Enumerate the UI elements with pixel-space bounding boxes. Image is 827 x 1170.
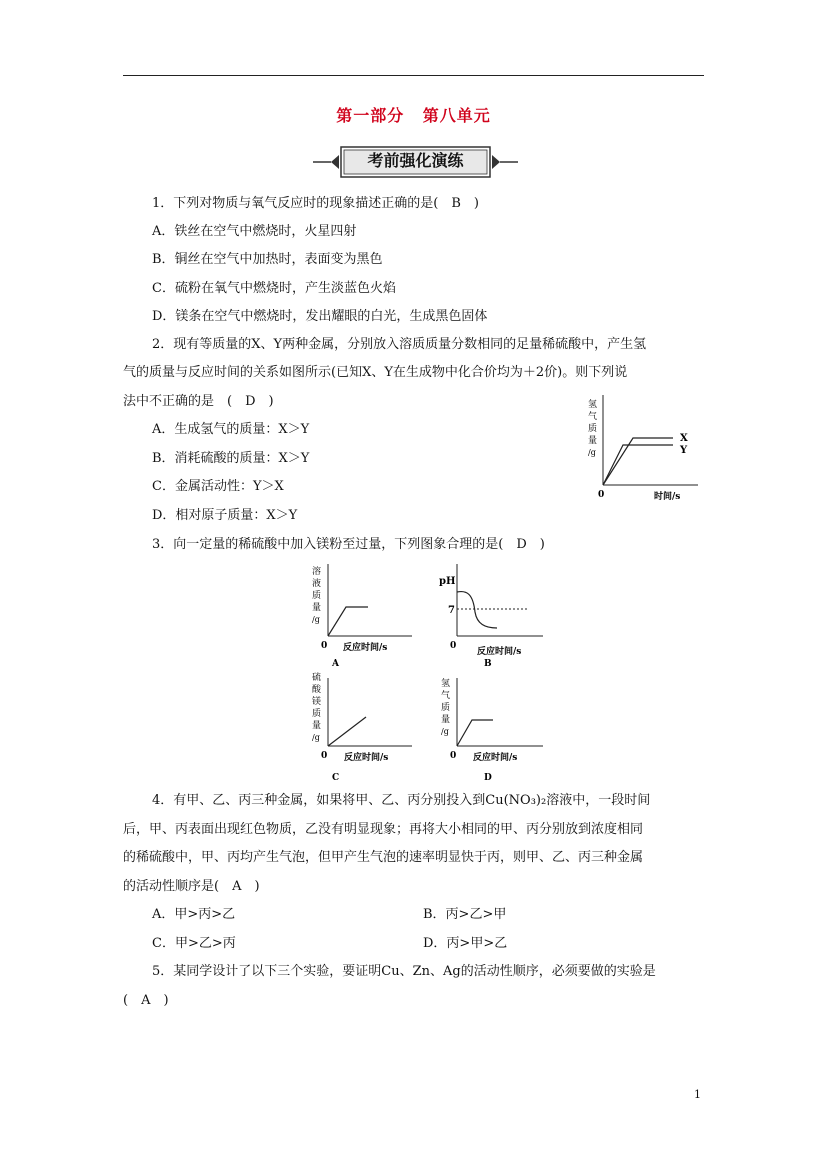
q3c-ylabel-5: 量 bbox=[312, 721, 322, 731]
q2-ylabel-5: /g bbox=[588, 448, 596, 457]
q3a-ylabel-1: 溶 bbox=[312, 567, 322, 577]
q3-graph-b bbox=[437, 560, 549, 672]
q3b-caption: B bbox=[484, 659, 492, 669]
q3a-origin: 0 bbox=[321, 641, 328, 651]
title-part1: 第一部分 bbox=[336, 106, 405, 125]
q3d-ylabel-4: 量 bbox=[441, 715, 451, 725]
q5-stem-line2: ( A ) bbox=[123, 993, 169, 1008]
q3d-origin: 0 bbox=[450, 751, 457, 761]
q2-series-x-label: X bbox=[680, 433, 688, 444]
q3b-ref-label: 7 bbox=[448, 605, 455, 616]
q3d-xlabel: 反应时间/s bbox=[473, 753, 518, 763]
q3d-ylabel-1: 氢 bbox=[441, 679, 451, 689]
q2-ylabel-1: 氢 bbox=[588, 400, 598, 410]
q2-xlabel: 时间/s bbox=[654, 492, 681, 502]
q2-ylabel-2: 气 bbox=[588, 412, 598, 422]
q2-stem-line3: 法中不正确的是 ( D ) bbox=[123, 394, 274, 409]
q3c-curve bbox=[328, 717, 366, 746]
q3c-xlabel: 反应时间/s bbox=[344, 753, 389, 763]
q3a-ylabel-4: 量 bbox=[312, 603, 322, 613]
q1-option-a: A．铁丝在空气中燃烧时，火星四射 bbox=[152, 224, 357, 239]
q3a-caption: A bbox=[332, 659, 339, 669]
q3-graph-a bbox=[310, 560, 420, 672]
q2-series-y-label: Y bbox=[680, 445, 688, 456]
q3c-ylabel-3: 镁 bbox=[312, 697, 322, 707]
q4-option-a: A．甲>丙>乙 bbox=[152, 907, 236, 922]
q2-option-b: B．消耗硫酸的质量：X＞Y bbox=[152, 451, 310, 466]
q3d-curve bbox=[457, 720, 493, 746]
q1-option-d: D．镁条在空气中燃烧时，发出耀眼的白光，生成黑色固体 bbox=[152, 309, 488, 324]
q3d-ylabel-3: 质 bbox=[441, 703, 451, 713]
q2-origin: 0 bbox=[598, 490, 605, 500]
q4-option-b: B．丙>乙>甲 bbox=[423, 907, 507, 922]
q3a-curve bbox=[328, 607, 368, 636]
q1-stem: 1．下列对物质与氧气反应时的现象描述正确的是( B ) bbox=[152, 196, 479, 211]
q2-option-d: D．相对原子质量：X＞Y bbox=[152, 508, 298, 523]
q2-stem-line2: 气的质量与反应时间的关系如图所示(已知X、Y在生成物中化合价均为＋2价)。则下列说 bbox=[123, 365, 628, 380]
q3c-origin: 0 bbox=[321, 751, 328, 761]
q2-stem-line1: 2．现有等质量的X、Y两种金属，分别放入溶质质量分数相同的足量稀硫酸中，产生氢 bbox=[152, 337, 647, 352]
q4-stem-line4: 的活动性顺序是( A ) bbox=[123, 879, 260, 894]
q3b-curve bbox=[457, 592, 497, 628]
q2-series-y-line bbox=[603, 445, 673, 485]
q3b-origin: 0 bbox=[450, 641, 457, 651]
banner-title: 考前强化演练 bbox=[367, 151, 464, 170]
q3c-ylabel-4: 质 bbox=[312, 709, 322, 719]
title-part2: 第八单元 bbox=[422, 106, 491, 125]
q2-figure bbox=[586, 393, 701, 505]
q2-ylabel-4: 量 bbox=[588, 436, 598, 446]
q3c-ylabel-1: 硫 bbox=[312, 673, 322, 683]
q2-option-a: A．生成氢气的质量：X＞Y bbox=[152, 422, 310, 437]
page-title bbox=[0, 103, 827, 126]
q3-stem: 3．向一定量的稀硫酸中加入镁粉至过量，下列图象合理的是( D ) bbox=[152, 537, 545, 552]
q3a-ylabel-3: 质 bbox=[312, 591, 322, 601]
q3a-xlabel: 反应时间/s bbox=[343, 643, 388, 653]
q1-option-b: B．铜丝在空气中加热时，表面变为黑色 bbox=[152, 252, 383, 267]
q3-graph-c bbox=[310, 670, 420, 784]
q4-stem-line3: 的稀硫酸中，甲、丙均产生气泡，但甲产生气泡的速率明显快于丙，则甲、乙、丙三种金属 bbox=[123, 850, 644, 865]
q3d-ylabel-2: 气 bbox=[441, 691, 451, 701]
q3c-caption: C bbox=[332, 773, 340, 783]
header-rule bbox=[123, 75, 704, 76]
q3d-caption: D bbox=[484, 773, 492, 783]
q4-option-c: C．甲>乙>丙 bbox=[152, 936, 236, 951]
q4-option-d: D．丙>甲>乙 bbox=[423, 936, 508, 951]
q2-option-c: C．金属活动性：Y＞X bbox=[152, 479, 284, 494]
q2-ylabel-3: 质 bbox=[588, 424, 598, 434]
q3c-ylabel-6: /g bbox=[312, 733, 320, 742]
q3b-xlabel: 反应时间/s bbox=[477, 647, 522, 657]
q4-stem-line2: 后，甲、丙表面出现红色物质，乙没有明显现象；再将大小相同的甲、丙分别放到浓度相同 bbox=[123, 822, 644, 837]
q3c-ylabel-2: 酸 bbox=[312, 685, 322, 695]
q3-graph-d bbox=[437, 670, 549, 784]
q3d-ylabel-5: /g bbox=[441, 727, 449, 736]
q1-option-c: C．硫粉在氧气中燃烧时，产生淡蓝色火焰 bbox=[152, 281, 396, 296]
q3a-ylabel-5: /g bbox=[312, 615, 320, 624]
q3b-ylabel: pH bbox=[439, 576, 456, 587]
q4-stem-line1: 4．有甲、乙、丙三种金属，如果将甲、乙、丙分别投入到Cu(NO₃)₂溶液中，一段时间 bbox=[152, 793, 651, 808]
page-number: 1 bbox=[694, 1088, 701, 1101]
q5-stem-line1: 5．某同学设计了以下三个实验，要证明Cu、Zn、Ag的活动性顺序，必须要做的实验是 bbox=[152, 964, 656, 979]
q3a-ylabel-2: 液 bbox=[312, 579, 322, 589]
